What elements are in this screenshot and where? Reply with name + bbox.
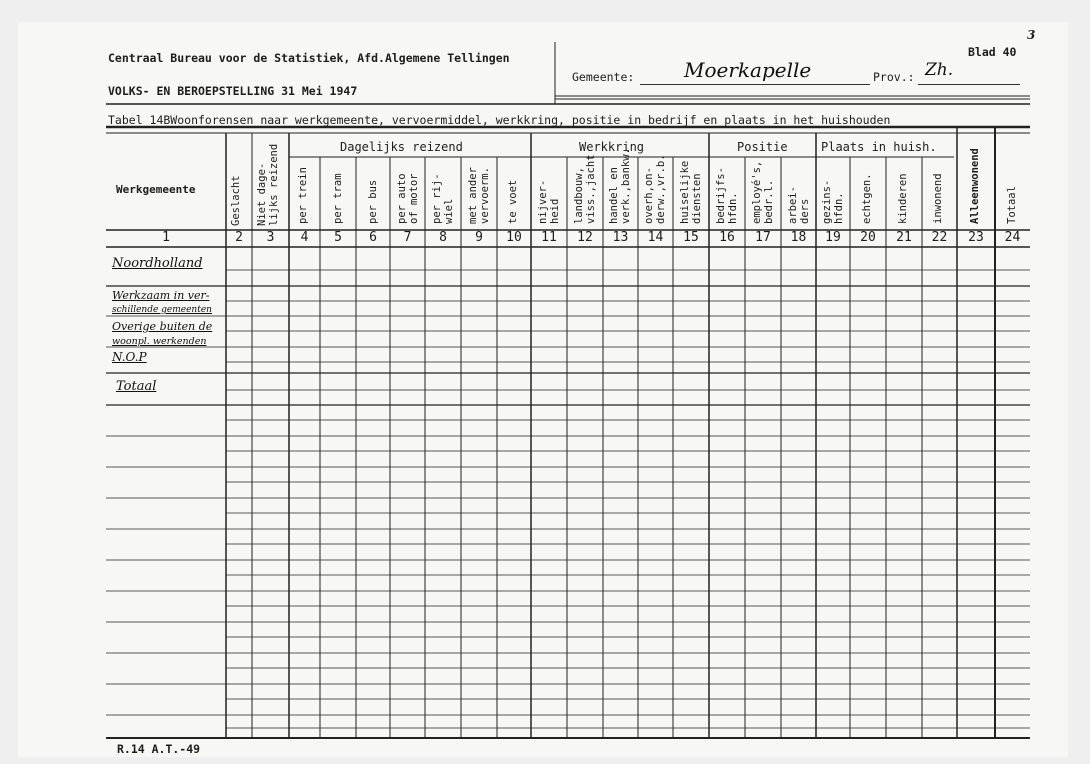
column-header-gezinshfdn: gezins- hfdn. xyxy=(821,179,845,224)
column-header-geslacht xyxy=(231,206,242,226)
column-header-bedrijfshfdn: bedrijfs- hfdn. xyxy=(715,167,739,224)
column-header-landbouw: landbouw, viss.,jacht xyxy=(573,154,597,224)
column-number: 9 xyxy=(475,230,483,245)
table-caption: Tabel 14BWoonforensen naar werkgemeente, vervoermiddel, werkkring, positie in bedrijf en plaats in het huishouden xyxy=(108,113,891,127)
blad-number: Blad 40 xyxy=(968,45,1017,59)
column-header-per-bus xyxy=(368,204,379,224)
prov-value: Zh. xyxy=(925,60,954,80)
column-header-werkgemeente: Werkgemeente xyxy=(116,183,196,196)
group-header-huish: Plaats in huish. xyxy=(821,140,937,154)
column-header-alleenwonend xyxy=(970,204,981,224)
column-number: 14 xyxy=(647,230,664,245)
column-number: 2 xyxy=(235,230,243,245)
column-number: 7 xyxy=(403,230,412,245)
row-label-noordholland: Noordholland xyxy=(112,256,203,271)
bureau-title: Centraal Bureau voor de Statistiek, Afd.Algemene Tellingen xyxy=(108,51,510,65)
gemeente-label: Gemeente: xyxy=(572,70,635,84)
column-header-inwonend xyxy=(933,204,944,224)
column-number: 17 xyxy=(755,230,771,245)
page-number: 3 xyxy=(1027,28,1036,42)
column-number: 1 xyxy=(162,230,170,245)
column-number: 8 xyxy=(439,230,447,245)
column-header-per-tram xyxy=(333,204,344,224)
row-label-overige-2: woonpl. werkenden xyxy=(112,336,207,347)
column-number: 11 xyxy=(541,230,557,245)
column-header-niet-dagelijks: Niet dage- lijks reizend xyxy=(256,143,280,226)
column-number: 12 xyxy=(577,230,593,245)
group-header-dagelijks: Dagelijks reizend xyxy=(340,140,463,154)
column-header-employes: employé's, bedr.l. xyxy=(751,160,775,224)
column-number: 23 xyxy=(968,230,984,245)
row-label-overige-1: Overige buiten de xyxy=(112,320,213,333)
column-number: 10 xyxy=(506,230,522,245)
column-header-huiselijke: huiselijke diensten xyxy=(679,160,703,224)
column-number: 5 xyxy=(334,230,342,245)
column-number: 21 xyxy=(896,230,912,245)
column-number: 4 xyxy=(300,230,309,245)
column-header-overheid: overh,on- derw.,vr.b. xyxy=(643,154,667,224)
column-header-echtgen xyxy=(862,204,873,224)
row-label-werkzaam-2: schillende gemeenten xyxy=(112,305,212,315)
prov-label: Prov.: xyxy=(873,70,915,84)
column-number: 3 xyxy=(266,230,275,245)
column-header-kinderen xyxy=(898,204,909,224)
column-number: 13 xyxy=(612,230,629,245)
column-header-te-voet xyxy=(508,204,519,224)
census-title: VOLKS- EN BEROEPSTELLING 31 Mei 1947 xyxy=(108,84,358,98)
column-number: 22 xyxy=(931,230,948,245)
column-header-arbeiders: arbei- ders xyxy=(787,186,811,224)
column-number: 18 xyxy=(790,230,807,245)
row-label-werkzaam-1: Werkzaam in ver- xyxy=(112,289,210,302)
column-number: 15 xyxy=(683,230,699,245)
column-header-per-trein xyxy=(298,204,309,224)
column-header-per-auto: per auto of motor xyxy=(396,173,420,224)
column-header-per-rijwiel: per rij- wiel xyxy=(431,173,455,224)
column-number: 24 xyxy=(1004,230,1021,245)
column-number: 19 xyxy=(825,230,841,245)
row-label-nop: N.O.P xyxy=(112,350,147,364)
group-header-werkkring: Werkkring xyxy=(579,140,645,154)
form-code-footer: R.14 A.T.-49 xyxy=(117,742,201,756)
group-header-positie: Positie xyxy=(737,140,788,154)
row-label-totaal: Totaal xyxy=(116,379,157,394)
column-header-handel: handel en verk.,bankw. xyxy=(608,148,632,224)
column-number: 16 xyxy=(719,230,735,245)
column-header-ander-vervoer: met ander vervoerm. xyxy=(467,167,491,224)
column-number: 20 xyxy=(860,230,876,245)
column-header-totaal: Totaal xyxy=(1006,186,1018,224)
column-header-nijverheid: nijver- heid xyxy=(537,179,561,224)
gemeente-value: Moerkapelle xyxy=(684,58,812,82)
column-number: 6 xyxy=(369,230,377,245)
